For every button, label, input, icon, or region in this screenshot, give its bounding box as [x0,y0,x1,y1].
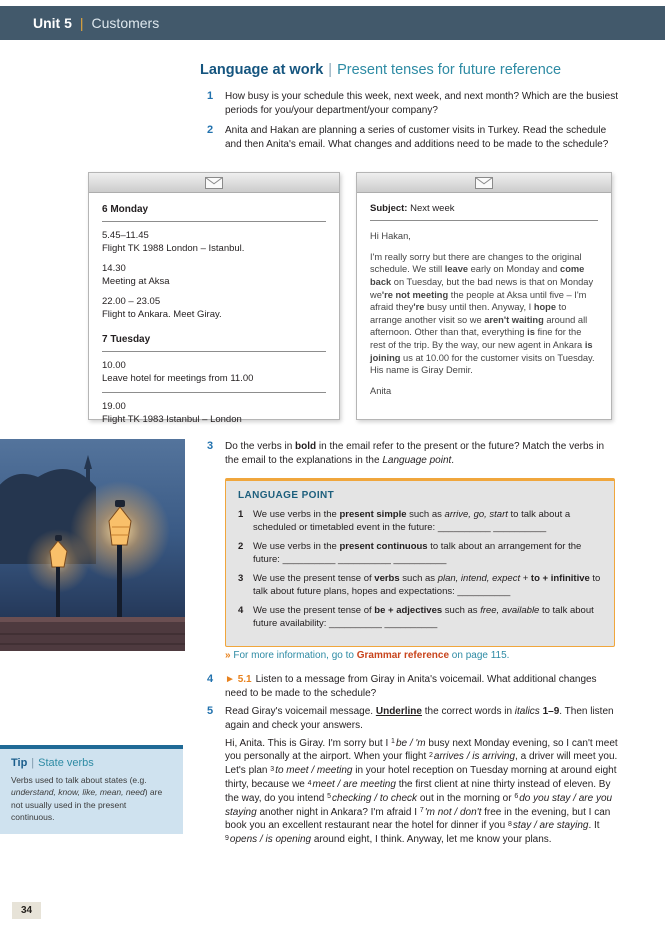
page-title [200,62,561,78]
exercise-5-instruction: Read Giray's voicemail message. Underline the correct words in italics 1–9. Then listen again and check your answers. [225,706,614,731]
envelope-icon [205,177,223,189]
schedule-desc: Leave hotel for meetings from 11.00 [102,372,254,384]
schedule-card-body [89,193,339,440]
schedule-card [88,172,340,425]
tip-subtitle: State verbs [38,757,94,769]
istanbul-photo-illustration [0,439,185,651]
page-number: 34 [12,902,41,919]
page-title-main: Language at work [200,62,324,78]
schedule-time: 10.00 [102,360,126,372]
schedule-time: 14.30 [102,263,126,275]
exercise-2-number: 2 [207,124,214,136]
schedule-desc: Flight to Ankara. Meet Giray. [102,308,222,320]
email-card-body [357,193,611,404]
exercise-1-text: How busy is your schedule this week, next week, and next month? Which are the busiest periods for you/your department/your company? [225,91,618,116]
exercise-5-text [225,705,619,847]
grammar-reference-link: » For more information, go to Grammar reference on page 115. [225,650,510,661]
email-card-header [357,173,611,193]
schedule-day-monday: 6 Monday [102,201,326,222]
exercise-3-number: 3 [207,440,214,452]
tip-divider: | [31,757,35,769]
exercise-2 [207,124,619,152]
schedule-entry [102,401,326,426]
exercise-1-number: 1 [207,90,214,102]
schedule-entry [102,263,326,288]
unit-title: Customers [91,15,160,31]
exercise-2-text: Anita and Hakan are planning a series of customer visits in Turkey. Read the schedule and then Anita's email. What changes and additions need to be made to the schedule? [225,125,609,150]
exercise-4 [207,673,619,701]
exercise-4-instruction: Listen to a message from Giray in Anita's voicemail. What additional changes need to be made to the schedule? [225,674,597,699]
exercise-3-text: Do the verbs in bold in the email refer to the present or the future? Match the verbs in the email to the explanations in the Language point. [225,441,605,466]
email-body: I'm really sorry but there are changes to the original schedule. We still leave early on Monday and come back on Tuesday, but the bad news is that on Monday we're not meeting the people at Aksa until five – I'm afraid they're busy until then. Anyway, I hope to arrange another visit so we aren't waiting around all afternoon. Other than that, everything is fine for the rest of the trip. By the way, our new agent in Ankara is joining us at 10.00 for the customer visits on Tuesday. His name is Giray Demir. [370,251,595,376]
email-subject [370,201,598,221]
exercise-1 [207,90,619,118]
schedule-desc: Meeting at Aksa [102,275,170,287]
language-point-item-number: 4 [238,604,244,616]
schedule-time: 22.00 – 23.05 [102,296,161,308]
email-card [356,172,612,420]
tip-body: Verbs used to talk about states (e.g. understand, know, like, mean, need) are not usually used in the present continuous. [11,775,163,822]
language-point-item-text: We use verbs in the present simple such as arrive, go, start to talk about a scheduled or timetabled event in the future: __________ __________ [253,509,571,534]
language-point-item-4 [238,604,602,631]
schedule-entry [102,360,326,393]
language-point-box [225,478,615,647]
play-icon: ► [225,674,235,685]
schedule-entry [102,230,326,255]
language-point-item-text: We use verbs in the present continuous to talk about an arrangement for the future: __________ __________ __________ [253,540,582,566]
tip-heading [11,757,172,769]
unit-header [0,6,665,40]
schedule-desc: Flight TK 1983 Istanbul – London [102,413,242,425]
language-point-item-text: We use the present tense of verbs such as plan, intend, expect + to + infinitive to talk about future plans, hopes and expectations: __________ [253,572,601,598]
email-greeting: Hi Hakan, [370,231,411,241]
schedule-entry [102,296,326,321]
envelope-icon [475,177,493,189]
email-signoff: Anita [370,386,392,397]
audio-track-label [225,674,252,685]
exercise-4-text [225,673,619,701]
language-point-item-text: We use the present tense of be + adjectives such as free, available to talk about future availability: __________ __________ [253,604,594,630]
schedule-day-tuesday: 7 Tuesday [102,331,326,352]
istanbul-photo [0,439,185,651]
audio-track-number: 5.1 [237,674,252,685]
schedule-desc: Flight TK 1988 London – Istanbul. [102,242,245,254]
language-point-item-number: 3 [238,572,244,584]
language-point-title: LANGUAGE POINT [238,490,335,501]
exercise-5-number: 5 [207,705,214,717]
email-subject-value: Next week [410,203,455,214]
language-point-item-2 [238,540,602,567]
unit-number: Unit 5 [33,15,72,31]
tip-box [0,745,183,834]
schedule-time: 19.00 [102,401,126,413]
exercise-3 [207,440,619,468]
tip-title: Tip [11,757,28,769]
exercise-4-number: 4 [207,673,214,685]
voicemail-transcript: Hi, Anita. This is Giray. I'm sorry but I $^1$be / 'm busy next Monday evening, so I can't meet you personally at the airport. When your flight $^2$arrives / is arriving, a driver will meet you. Let's plan $^3$to meet / meeting in your hotel reception on Tuesday morning at around eight thirty, because we $^4$meet / are meeting the first client at nine thirty instead of eleven. By the way, do you intend $^5$checking / to check out in the morning or $^6$do you stay / are you staying another night in Ankara? I'm afraid I $^7$'m not / don't free in the evening, but I can book you an excellent restaurant near the hotel for dinner if you $^8$stay / are staying. It $^9$opens / is opening around eight, I think. Anyway, let me know your plans. [225,737,618,846]
language-point-item-number: 2 [238,540,244,552]
language-point-item-1 [238,508,602,535]
page-title-sub: Present tenses for future reference [337,62,562,78]
schedule-time: 5.45–11.45 [102,230,149,241]
email-subject-label: Subject: [370,203,408,214]
schedule-card-header [89,173,339,193]
language-point-item-number: 1 [238,509,244,520]
unit-header-divider: | [79,15,84,31]
language-point-item-3 [238,572,602,599]
page-title-divider: | [328,62,333,78]
exercise-5 [207,705,619,847]
